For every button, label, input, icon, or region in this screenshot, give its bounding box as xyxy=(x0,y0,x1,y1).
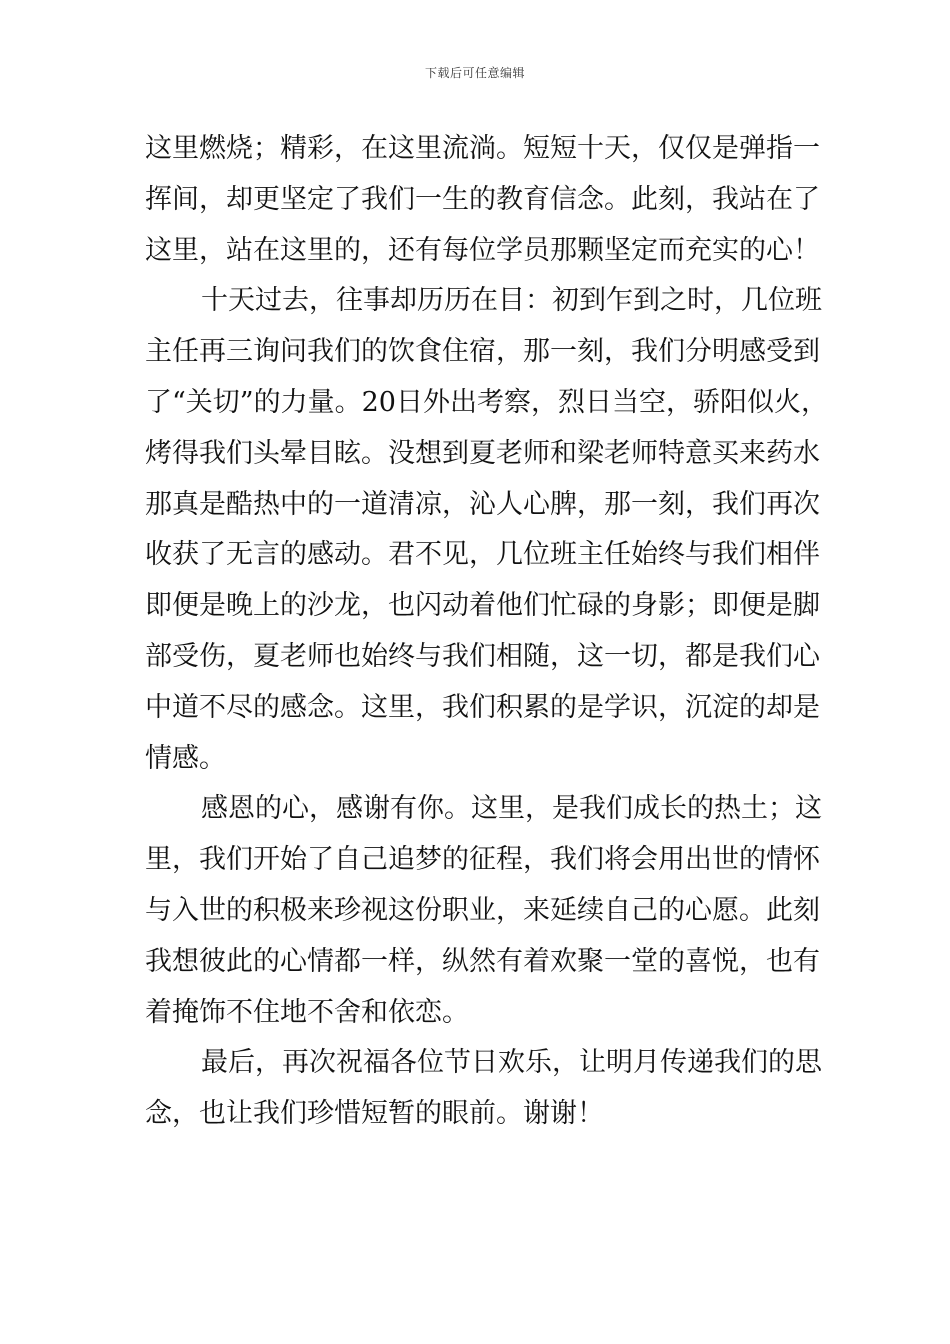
text-line: 即便是晚上的沙龙，也闪动着他们忙碌的身影；即便是脚 xyxy=(145,590,820,622)
text-line: 着掩饰不住地不舍和依恋。 xyxy=(145,996,469,1028)
paragraph-4 xyxy=(145,1038,822,1140)
text-line: 挥间，却更坚定了我们一生的教育信念。此刻，我站在了 xyxy=(145,183,820,215)
text-line: 了“关切”的力量。20日外出考察，烈日当空，骄阳似火， xyxy=(145,386,828,418)
text-line: 这里，站在这里的，还有每位学员那颗坚定而充实的心！ xyxy=(145,234,820,266)
text-line: 我想彼此的心情都一样，纵然有着欢聚一堂的喜悦，也有 xyxy=(145,945,820,977)
text-line: 与入世的积极来珍视这份职业，来延续自己的心愿。此刻 xyxy=(145,894,820,926)
paragraph-2 xyxy=(145,276,828,784)
text-line: 收获了无言的感动。君不见，几位班主任始终与我们相伴 xyxy=(145,539,820,571)
text-line: 里，我们开始了自己追梦的征程，我们将会用出世的情怀 xyxy=(145,844,820,876)
paragraph-3 xyxy=(145,784,822,1038)
text-line: 情感。 xyxy=(145,742,226,774)
page-header: 下载后可任意编辑 xyxy=(424,66,525,80)
text-line: 最后，再次祝福各位节日欢乐，让明月传递我们的思 xyxy=(201,1047,822,1079)
text-line: 主任再三询问我们的饮食住宿，那一刻，我们分明感受到 xyxy=(145,336,820,368)
paragraph-1 xyxy=(145,124,820,276)
text-line: 十天过去，往事却历历在目：初到乍到之时，几位班 xyxy=(201,285,822,317)
text-line: 部受伤，夏老师也始终与我们相随，这一切，都是我们心 xyxy=(145,640,820,672)
text-line: 中道不尽的感念。这里，我们积累的是学识，沉淀的却是 xyxy=(145,691,820,723)
text-line: 念，也让我们珍惜短暂的眼前。谢谢！ xyxy=(145,1098,604,1130)
document-body xyxy=(145,124,828,1140)
text-line: 这里燃烧；精彩，在这里流淌。短短十天，仅仅是弹指一 xyxy=(145,133,820,164)
text-line: 那真是酷热中的一道清凉，沁人心脾，那一刻，我们再次 xyxy=(145,488,820,520)
text-line: 感恩的心，感谢有你。这里，是我们成长的热土；这 xyxy=(201,793,822,825)
text-line: 烤得我们头晕目眩。没想到夏老师和梁老师特意买来药水 xyxy=(145,437,820,469)
